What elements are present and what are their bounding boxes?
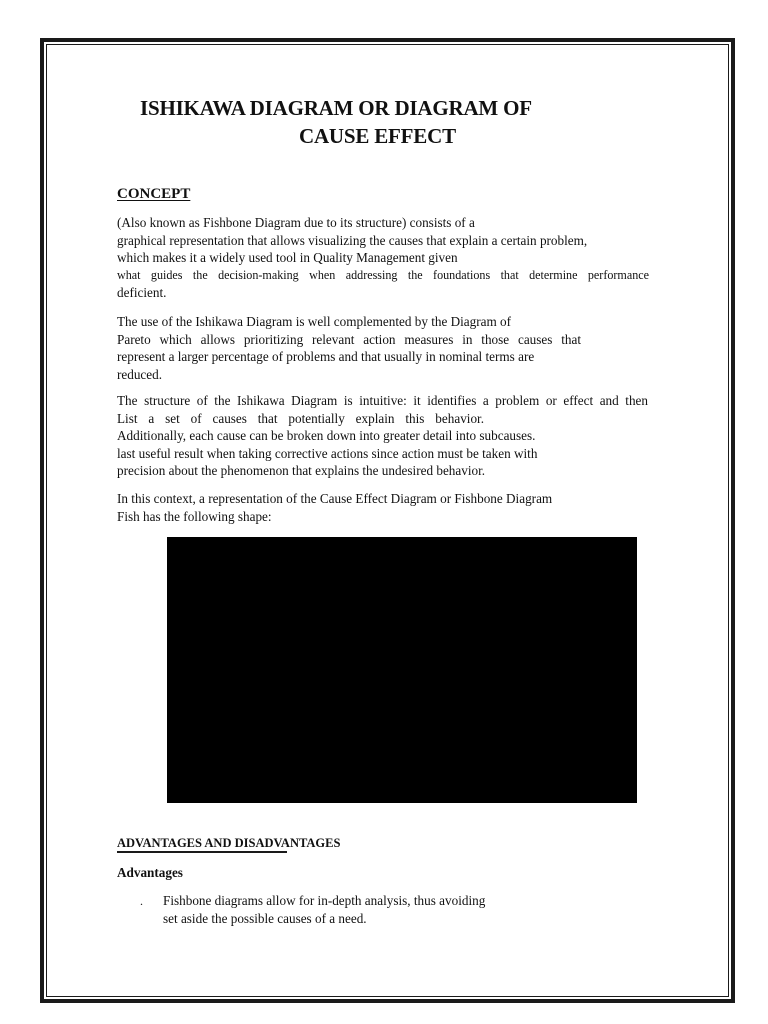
paragraph-line: Additionally, each cause can be broken down into greater detail into subcauses.	[117, 428, 536, 443]
paragraph-line: graphical representation that allows visualizing the causes that explain a certain problem,	[117, 232, 588, 248]
paragraph-line: (Also known as Fishbone Diagram due to its structure) consists of a	[117, 215, 475, 230]
paragraph-line: represent a larger percentage of problems and that usually in nominal terms are	[117, 349, 535, 364]
paragraph-line: last useful result when taking corrective actions since action must be taken with	[117, 445, 538, 461]
concept-heading: CONCEPT	[117, 186, 191, 202]
paragraph-line: The use of the Ishikawa Diagram is well complemented by the Diagram of	[117, 314, 512, 329]
title-line-1: ISHIKAWA DIAGRAM OR DIAGRAM OF	[140, 96, 532, 120]
advantage-item-1	[163, 892, 485, 928]
concept-paragraph-2	[117, 313, 581, 383]
paragraph-line: List a set of causes that potentially explain this behavior.	[117, 410, 484, 426]
paragraph-line: In this context, a representation of the Cause Effect Diagram or Fishbone Diagram	[117, 491, 553, 506]
advantages-disadvantages-heading: ADVANTAGES AND DISADVANTAGES	[117, 836, 341, 850]
paragraph-line: precision about the phenomenon that explains the undesired behavior.	[117, 463, 486, 478]
heading-underline	[117, 851, 287, 853]
concept-paragraph-1	[117, 214, 649, 302]
bullet-line: set aside the possible causes of a need.	[163, 911, 367, 926]
paragraph-line: which makes it a widely used tool in Quality Management given	[117, 250, 458, 265]
fishbone-diagram-image	[167, 537, 637, 803]
title-line-2: CAUSE EFFECT	[299, 124, 456, 148]
concept-paragraph-4	[117, 490, 587, 525]
paragraph-line: what guides the decision-making when addressing the foundations that determine performance	[117, 267, 649, 282]
paragraph-line: Pareto which allows prioritizing relevant action measures in those causes that	[117, 331, 581, 347]
paragraph-line: Fish has the following shape:	[117, 508, 272, 524]
advantages-subheading: Advantages	[117, 865, 183, 880]
concept-paragraph-3	[117, 392, 648, 480]
bullet-marker: .	[140, 894, 143, 908]
paragraph-line: deficient.	[117, 285, 167, 300]
paragraph-line: reduced.	[117, 366, 163, 382]
bullet-line: Fishbone diagrams allow for in-depth analysis, thus avoiding	[163, 893, 486, 908]
paragraph-line: The structure of the Ishikawa Diagram is intuitive: it identifies a problem or effect and then	[117, 393, 648, 408]
